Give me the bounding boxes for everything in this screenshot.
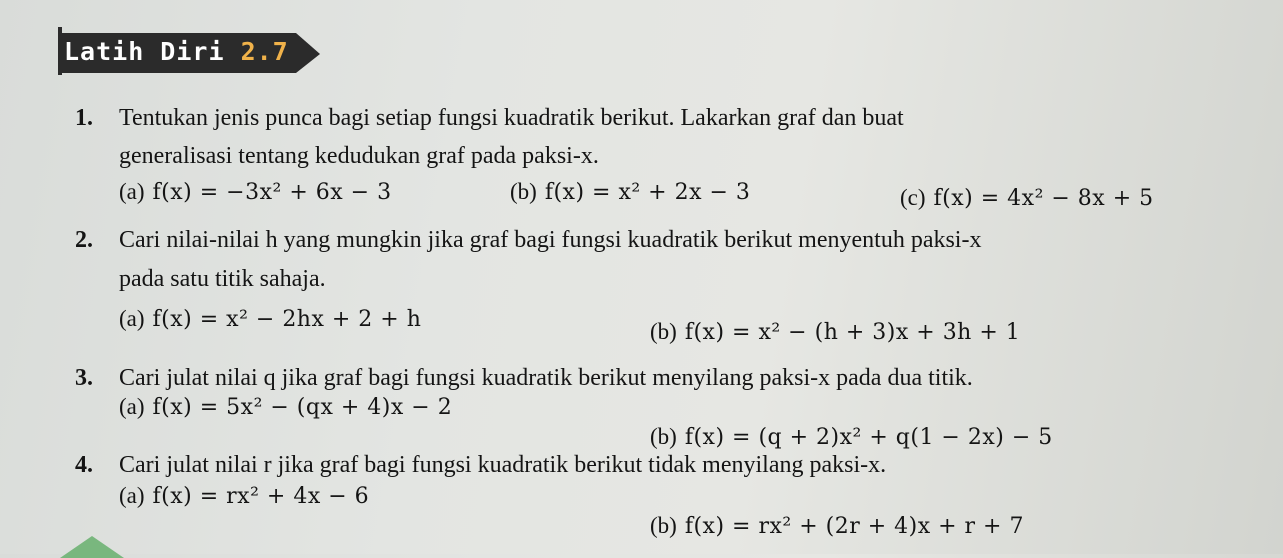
part-label: (a) <box>119 394 145 419</box>
question-1-part-a <box>119 178 392 207</box>
question-3-part-a <box>119 393 452 422</box>
question-text: Tentukan jenis punca bagi setiap fungsi kuadratik berikut. Lakarkan graf dan buat <box>119 105 904 131</box>
part-label: (a) <box>119 483 145 508</box>
question-4-part-a <box>119 482 369 511</box>
question-1-line-1 <box>75 104 904 132</box>
part-expression: f(x) = x² − (h + 3)x + 3h + 1 <box>684 320 1021 345</box>
question-4-line-1 <box>75 451 886 479</box>
question-2-part-b <box>650 318 1020 347</box>
part-label: (b) <box>510 179 537 204</box>
question-1-line-2: generalisasi tentang kedudukan graf pada paksi-x. <box>119 143 599 169</box>
part-expression: f(x) = x² + 2x − 3 <box>544 180 751 205</box>
exercise-number: 2.7 <box>240 37 289 66</box>
question-2-line-1 <box>75 226 981 254</box>
part-expression: f(x) = rx² + 4x − 6 <box>152 484 370 509</box>
question-number: 2. <box>75 227 93 253</box>
part-label: (b) <box>650 424 677 449</box>
part-label: (c) <box>900 185 926 210</box>
question-4-part-b <box>650 512 1024 541</box>
part-expression: f(x) = x² − 2hx + 2 + h <box>152 307 422 332</box>
question-number: 4. <box>75 452 93 478</box>
question-1-part-c <box>900 184 1154 213</box>
question-2-part-a <box>119 305 421 334</box>
exercise-header <box>58 27 318 75</box>
question-3-line-1 <box>75 364 973 392</box>
question-3-part-b <box>650 423 1053 452</box>
part-label: (b) <box>650 513 677 538</box>
question-text: Cari julat nilai r jika graf bagi fungsi kuadratik berikut tidak menyilang paksi-x. <box>119 452 887 478</box>
question-text: Cari nilai-nilai h yang mungkin jika graf bagi fungsi kuadratik berikut menyentuh paksi-x <box>119 227 982 253</box>
part-expression: f(x) = (q + 2)x² + q(1 − 2x) − 5 <box>684 425 1053 450</box>
part-expression: f(x) = rx² + (2r + 4)x + r + 7 <box>684 514 1024 539</box>
question-number: 3. <box>75 365 93 391</box>
part-expression: f(x) = −3x² + 6x − 3 <box>152 180 392 205</box>
question-number: 1. <box>75 105 93 131</box>
part-label: (a) <box>119 179 145 204</box>
part-expression: f(x) = 4x² − 8x + 5 <box>933 186 1154 211</box>
question-2-line-2: pada satu titik sahaja. <box>119 266 326 292</box>
part-expression: f(x) = 5x² − (qx + 4)x − 2 <box>152 395 453 420</box>
exercise-label: Latih Diri <box>64 37 225 66</box>
page-corner-decoration <box>60 536 124 558</box>
part-label: (a) <box>119 306 145 331</box>
exercise-title <box>64 37 289 66</box>
question-text: Cari julat nilai q jika graf bagi fungsi kuadratik berikut menyilang paksi-x pada dua titik. <box>119 365 973 391</box>
part-label: (b) <box>650 319 677 344</box>
question-1-part-b <box>510 178 750 207</box>
